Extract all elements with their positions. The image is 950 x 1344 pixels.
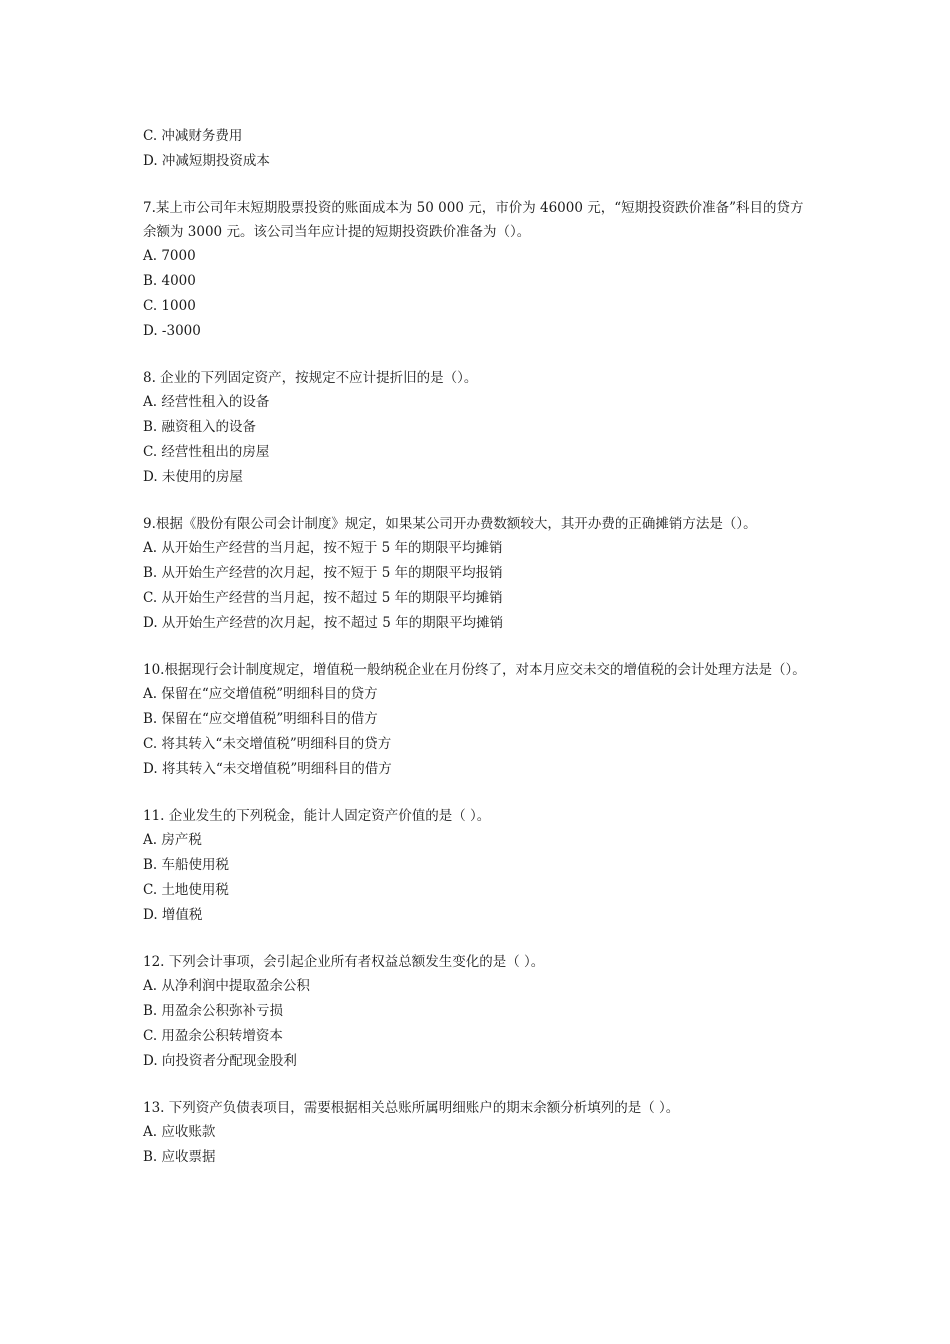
option-d: D. 从开始生产经营的次月起，按不超过 5 年的期限平均摊销 bbox=[143, 615, 504, 631]
option-d: D. -3000 bbox=[143, 323, 201, 339]
question-stem: 10.根据现行会计制度规定，增值税一般纳税企业在月份终了，对本月应交未交的增值税的会计处理方法是（）。 bbox=[143, 662, 806, 678]
question-11 bbox=[143, 804, 808, 928]
option-a: A. 7000 bbox=[143, 248, 196, 264]
question-stem: 13. 下列资产负债表项目，需要根据相关总账所属明细账户的期末余额分析填列的是（ ）。 bbox=[143, 1100, 680, 1116]
question-stem: 12. 下列会计事项，会引起企业所有者权益总额发生变化的是（ ）。 bbox=[143, 954, 545, 970]
option-c: C. 经营性租出的房屋 bbox=[143, 444, 270, 460]
option-b: B. 应收票据 bbox=[143, 1149, 216, 1165]
option-c: C. 1000 bbox=[143, 298, 196, 314]
question-stem: 9.根据《股份有限公司会计制度》规定，如果某公司开办费数额较大，其开办费的正确摊销方法是（）。 bbox=[143, 516, 757, 532]
option-d: D. 未使用的房屋 bbox=[143, 469, 243, 485]
option-d: D. 向投资者分配现金股利 bbox=[143, 1053, 297, 1069]
option-a: A. 从净利润中提取盈余公积 bbox=[143, 978, 310, 994]
question-9 bbox=[143, 512, 808, 636]
question-stem: 7.某上市公司年末短期股票投资的账面成本为 50 000 元，市价为 46000 元，“短期投资跌价准备”科目的贷方余额为 3000 元。该公司当年应计提的短期投资跌价准备为（）。 bbox=[143, 200, 804, 240]
option-d: D. 将其转入“未交增值税”明细科目的借方 bbox=[143, 761, 392, 777]
option-a: A. 房产税 bbox=[143, 832, 202, 848]
option-d: D. 增值税 bbox=[143, 907, 203, 923]
option-a: A. 经营性租入的设备 bbox=[143, 394, 270, 410]
question-8 bbox=[143, 366, 808, 490]
option-c: C. 土地使用税 bbox=[143, 882, 229, 898]
option-c: C. 用盈余公积转增资本 bbox=[143, 1028, 283, 1044]
option-a: A. 保留在“应交增值税”明细科目的贷方 bbox=[143, 686, 378, 702]
question-7 bbox=[143, 196, 808, 344]
option-c: C. 将其转入“未交增值税”明细科目的贷方 bbox=[143, 736, 392, 752]
option-b: B. 保留在“应交增值税”明细科目的借方 bbox=[143, 711, 378, 727]
question-fragment bbox=[143, 124, 808, 174]
option-b: B. 从开始生产经营的次月起，按不短于 5 年的期限平均报销 bbox=[143, 565, 503, 581]
option-a: A. 从开始生产经营的当月起，按不短于 5 年的期限平均摊销 bbox=[143, 540, 503, 556]
option-c: C. 冲减财务费用 bbox=[143, 128, 243, 144]
question-10 bbox=[143, 658, 808, 782]
option-c: C. 从开始生产经营的当月起，按不超过 5 年的期限平均摊销 bbox=[143, 590, 503, 606]
option-b: B. 车船使用税 bbox=[143, 857, 230, 873]
option-b: B. 融资租入的设备 bbox=[143, 419, 257, 435]
question-12 bbox=[143, 950, 808, 1074]
option-b: B. 4000 bbox=[143, 273, 196, 289]
document-page bbox=[143, 124, 808, 1170]
question-stem: 11. 企业发生的下列税金，能计人固定资产价值的是（ ）。 bbox=[143, 808, 491, 824]
option-a: A. 应收账款 bbox=[143, 1124, 216, 1140]
question-13 bbox=[143, 1096, 808, 1170]
option-b: B. 用盈余公积弥补亏损 bbox=[143, 1003, 284, 1019]
question-stem: 8. 企业的下列固定资产，按规定不应计提折旧的是（）。 bbox=[143, 370, 478, 386]
option-d: D. 冲减短期投资成本 bbox=[143, 153, 270, 169]
